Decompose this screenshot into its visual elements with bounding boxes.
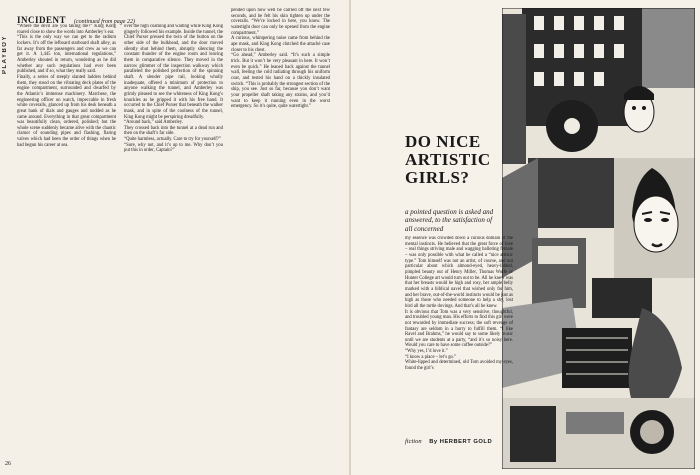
title-line: GIRLS? xyxy=(405,168,470,187)
collage-illustration xyxy=(502,8,695,469)
paragraph: “Sure, why not, and it’s up to me. Why don’t you put this in order, Captain?” xyxy=(124,142,223,154)
deck-line: a pointed question is asked and xyxy=(405,208,494,216)
title-line: DO NICE xyxy=(405,132,481,151)
paragraph: “Quite harmless, actually. Care to try for yourself?” xyxy=(124,137,221,143)
deck-line: all concerned xyxy=(405,224,444,233)
paragraph: It is obvious that Tom was a very sensitive, thoughtful, and troubled young man. His efforts to find this girl were not rewarded by immediate success; the soft revenge of fantasy are seldom in a hurry to fulfill them. “I like Ravel and Brahms,” he would say to some likely music until we are students at a party, “and it’s so noisy here. Would you care to have some coffee outside?” xyxy=(405,309,513,349)
right-page xyxy=(351,0,700,475)
article-deck xyxy=(405,208,513,233)
continued-note: (continued from page 22) xyxy=(74,19,135,25)
paragraph: “Where the devil are you taking me?” King Kong roared close to show the words into Amberley’s ear. xyxy=(17,24,116,35)
paragraph: A curious, whimpering noise came from behind the ape mask, and King Kong clutched the attaché case closer to his chest. xyxy=(231,36,330,53)
paragraph: “This is the only way we can get to the radium lockers. It’s off the lefboard starboard shaft alley, as far away from the passengers and crew as we can get it. A 1,445 ton, international regulations,” Amberley shouted in return, wondering as he did whether any such regulations had ever been published, and if so, what they really said. xyxy=(17,35,116,75)
paragraph: Finally, a series of steeply slanted ladders behind them, they stood on the vibrating deck plates of the engine compartment, surrounded and dwarfed by the Atlantic’s immense machinery. Marchese, the engineering officer on watch, impeccable in fresh white coveralls, glanced up from his desk beneath a great bank of dials and gauges and nodded as he came around. Everything in that great compartment was beautifully clean, ordered, polished; but the whole scene suddenly became alive with the chaotic clamor of sounding pipes and flashing, flaring valves which had been the order of things when he had begun his career at sea. xyxy=(17,74,116,148)
paragraph: over the high coaming and waiting while King Kong gingerly followed his example. Inside the tunnel, the Chief Purser pressed the twin of the button on the other side of the bulkhead, and the door moved silently shut behind them, abruptly silencing the constant thunder of the engine room and leaving them in comparative silence. They moved in the narrow glimmer of the inspection walkway which paralleled the polished perfection of the spinning shaft. A slender pipe rail, looking wholly inadequate, offered a minimum of protection to anyone walking the tunnel, and Amberley was grimly pleased to see the whiteness of King Kong’s knuckles as he gripped it with his free hand. It occurred to the Chief Purser that beneath the walker mask, and in spite of the coolness of the tunnel, King Kong might be perspiring dreadfully. xyxy=(124,24,223,120)
paragraph: White-lipped and determined, old Tom avoided my eyes, found the girl’s xyxy=(405,360,513,372)
magazine-sidebar: PLAYBOY xyxy=(2,35,8,74)
article-body xyxy=(405,236,513,434)
paragraph: “I know a place – let’s go.” xyxy=(405,354,457,360)
byline xyxy=(405,438,525,445)
byline-author: By HERBERT GOLD xyxy=(429,439,493,445)
page-number: 26 xyxy=(5,461,11,467)
text-column-1 xyxy=(17,24,116,461)
story-title: INCIDENT xyxy=(17,15,67,25)
paragraph: They crossed back into the tunnel at a dead run and then on the shaft’s far side. xyxy=(124,125,223,137)
paragraph: pended upon how well he carried off the next few seconds, and he felt his skin tighten up under the coveralls. “We’re locked in here, you know. The watertight door can only be opened from the engine compartment.” xyxy=(231,8,330,36)
byline-label: fiction xyxy=(405,438,422,445)
paragraph: “Around back,” said Amberley. xyxy=(124,120,183,126)
article-title xyxy=(405,133,525,187)
text-column-2 xyxy=(124,24,223,461)
deck-line: answered, to the satisfaction of xyxy=(405,216,493,225)
title-line: ARTISTIC xyxy=(405,150,491,169)
text-column-3 xyxy=(231,8,330,461)
paragraph: “Why yes, I’d love it.” xyxy=(405,349,448,355)
paragraph: my essence was crowded down a curious domain of the mental instincts. He believed that the great force of love – real things striving male and wagging balloting female – was only possible with what he called a “nice artistic type.” Tom himself was not an artist, of course, and not particular about which almond-eyed, heavy-lidded, pimpled beauty out of Henry Miller, Thomas Wolfe or Hunter College art would turn out to be. All he knew was that her breasts would be high and rosy, her ample belly marked with a biblical navel that wished only for him, and her brave, out-of-the-world instincts would be just as high as those who needed someone to help a shy, lost bird all the turtle dovings. And that’s all he knew. xyxy=(405,236,513,309)
left-page xyxy=(0,0,349,475)
paragraph: “Go ahead,” Amberley said. “It’s such a simple trick. But it won’t be very pleasant in here. It won’t even be quick.” He leaned back against the tunnel wall, feeling the cold radiating through his uniform coat, and tested his hand on a thickly insulated switch. “This is probably the strongest section of the ship, you see. Just so far, because you don’t want your propeller shaft taking any strains, and you’d want to keep it running even in the worst emergency. So it’s quite, quite watertight.” xyxy=(231,53,330,110)
